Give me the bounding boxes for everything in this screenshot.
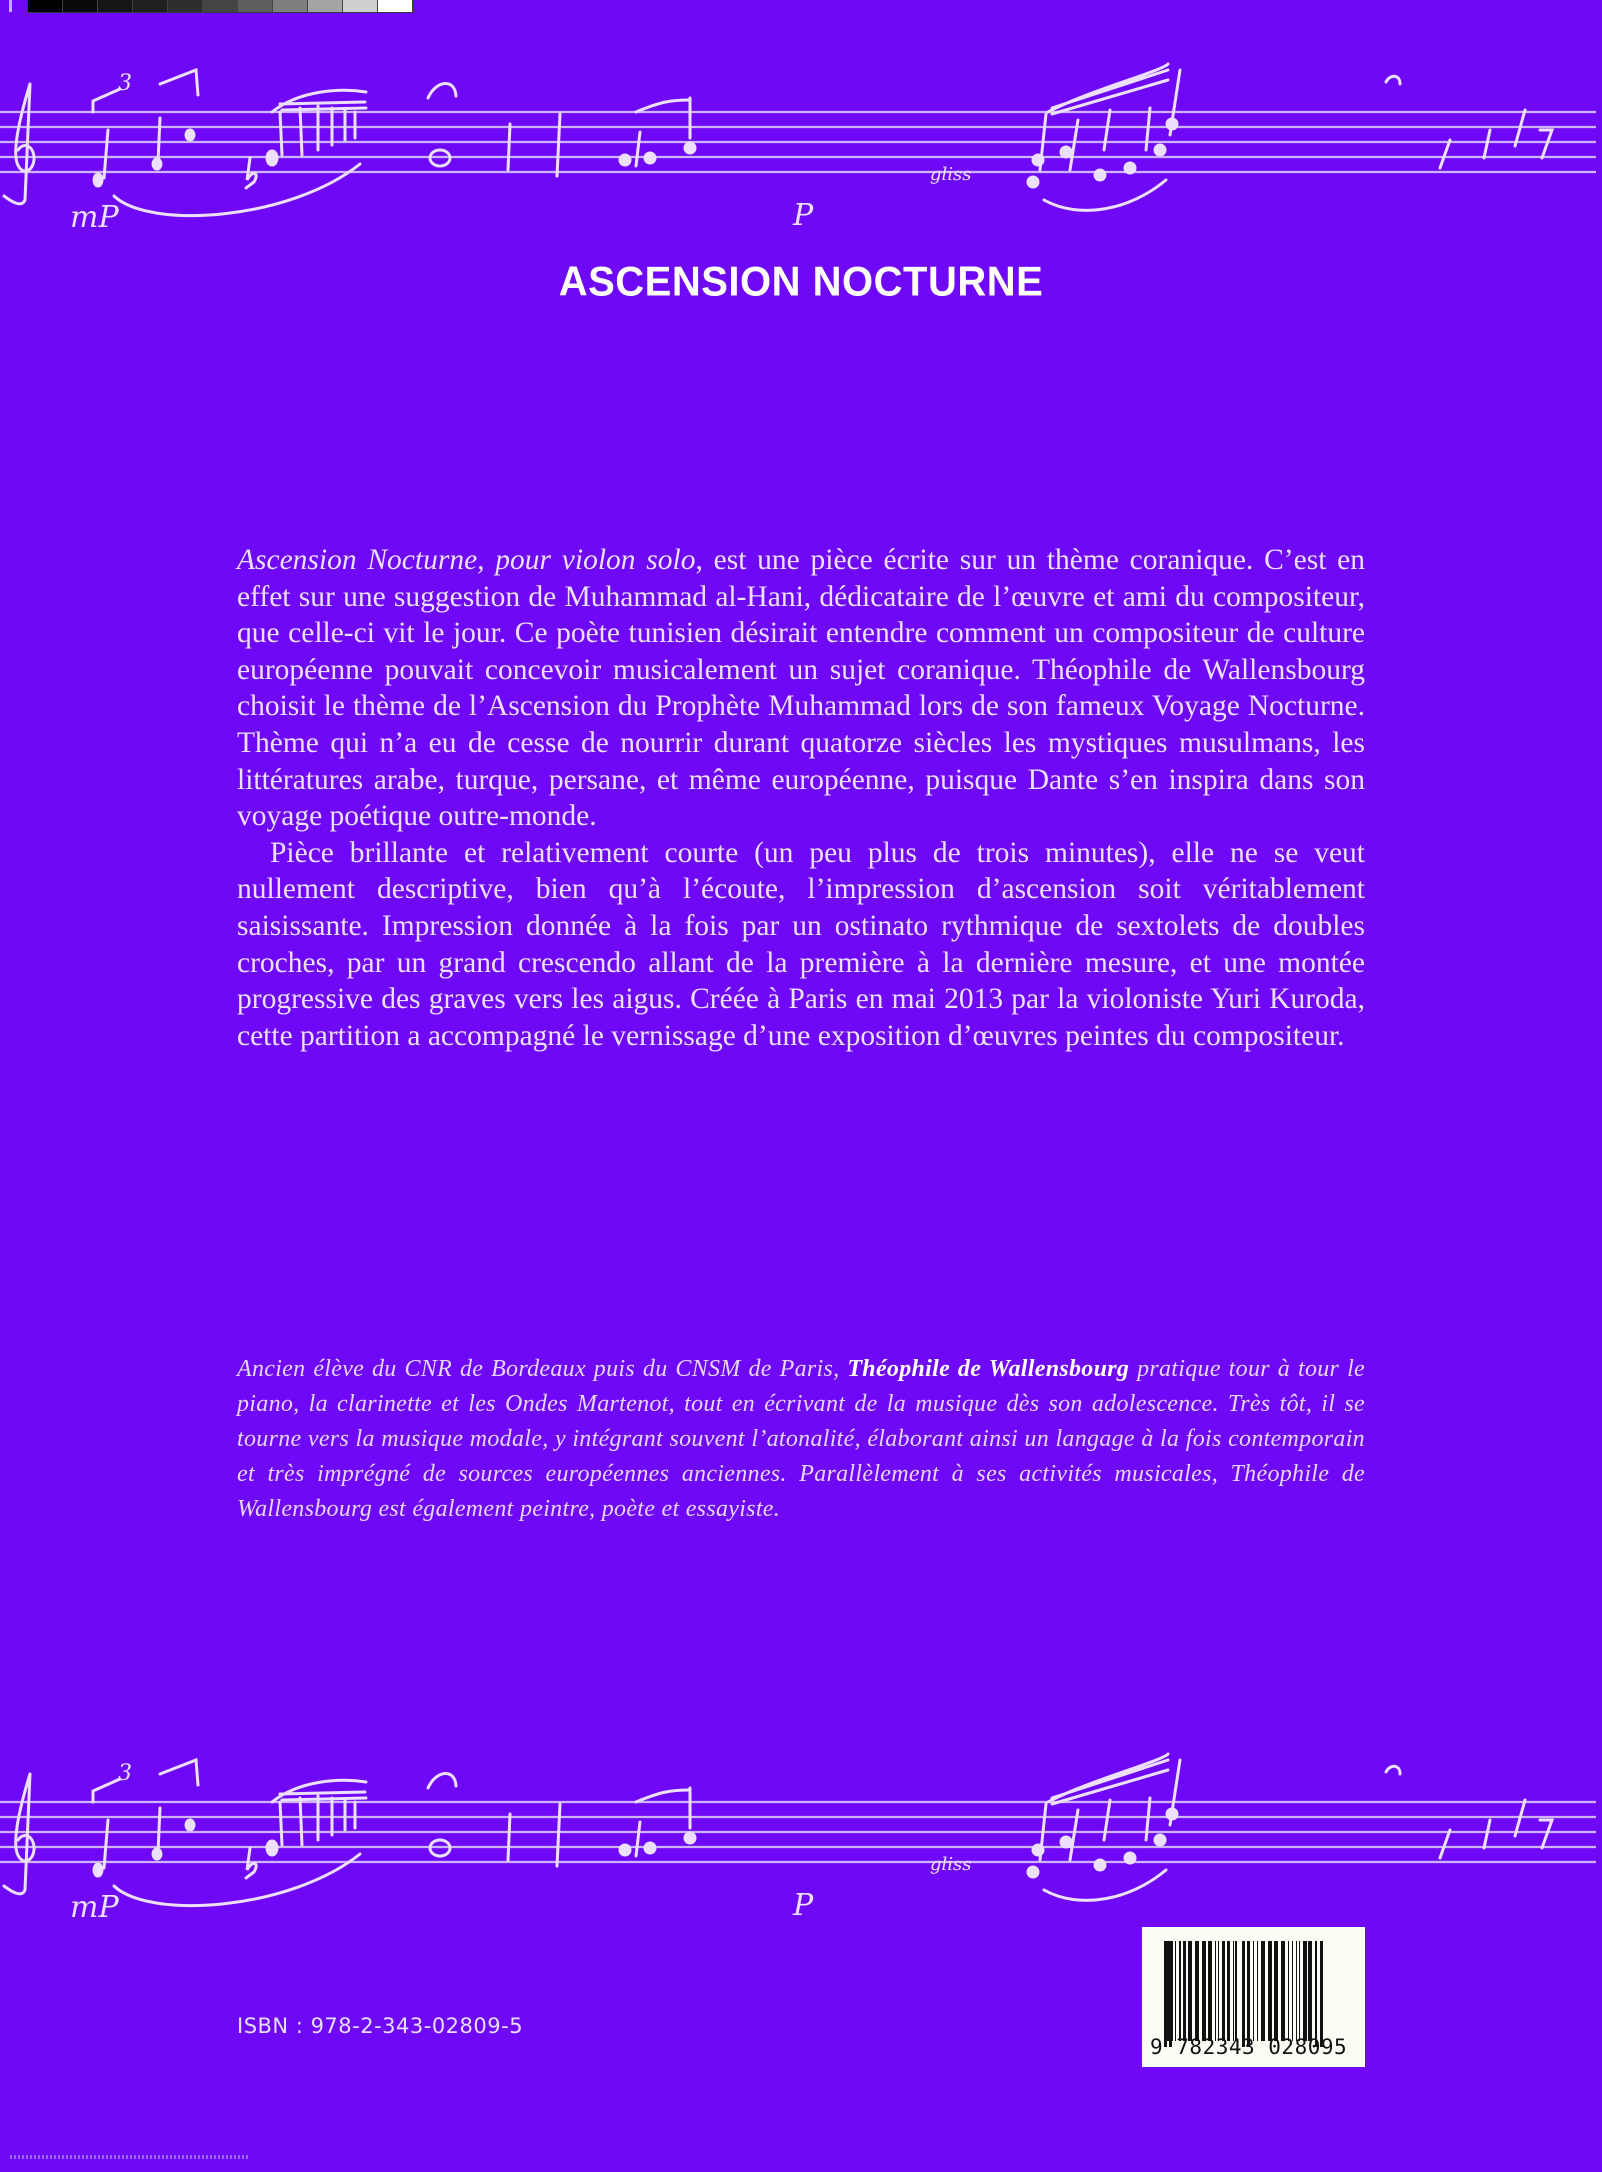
barcode-number: 9 782343 028095 — [1150, 2035, 1348, 2059]
svg-text:gliss: gliss — [930, 1854, 972, 1875]
svg-text:mP: mP — [70, 1890, 119, 1925]
music-staff-bottom — [0, 1730, 1602, 1930]
author-name: Théophile de Wallensbourg — [847, 1356, 1130, 1382]
description-paragraph-1: Ascension Nocturne, pour violon solo, est une pièce écrite sur un thème coranique. C’est en effet sur une suggestion de Muhammad al-Hani, dédicataire de l’œuvre et ami du compositeur, que celle-ci vit le jour. Ce poète tunisien désirait entendre comment un compositeur de culture européenne pouvait concevoir musicalement un sujet coranique. Théophile de Wallensbourg choisit le thème de l’Ascension du Prophète Muhammad lors de son fameux Voyage Nocturne. Thème qui n’a eu de cesse de nourrir durant quatorze siècles les mystiques musulmans, les littératures arabe, turque, persane, et même européenne, puisque Dante s’en inspira dans son voyage poétique outre-monde. — [237, 544, 1366, 833]
calibration-swatch — [168, 0, 203, 12]
calibration-swatch — [203, 0, 238, 12]
svg-text:P: P — [793, 198, 814, 233]
grayscale-calibration-strip — [27, 0, 414, 13]
barcode-bars-icon — [1164, 1941, 1354, 2046]
isbn-label: ISBN : 978-2-343-02809-5 — [237, 2014, 524, 2038]
work-title-italic: Ascension Nocturne, pour violon solo — [237, 544, 696, 576]
calibration-tick — [9, 0, 12, 12]
print-marks — [10, 2155, 250, 2159]
calibration-swatch — [238, 0, 273, 12]
book-title: ASCENSION NOCTURNE — [558, 258, 1044, 306]
calibration-swatch — [308, 0, 343, 12]
calibration-swatch — [343, 0, 378, 12]
calibration-swatch — [133, 0, 168, 12]
isbn-barcode — [1142, 1927, 1365, 2067]
svg-text:gliss: gliss — [930, 164, 972, 185]
calibration-swatch — [28, 0, 63, 12]
svg-text:mP: mP — [70, 200, 119, 235]
author-bio: Ancien élève du CNR de Bordeaux puis du CNSM de Paris, Théophile de Wallensbourg pratique tour à tour le piano, la clarinette et les Ondes Martenot, tout en écrivant de la musique dès son adolescence. Très tôt, il se tourne vers la musique modale, y intégrant souvent l’atonalité, élaborant ainsi un langage à la fois contemporain et très imprégné de sources européennes anciennes. Parallèlement à ses activités musicales, Théophile de Wallensbourg est également peintre, poète et essayiste. — [237, 1356, 1365, 1522]
music-staff-top — [0, 40, 1602, 240]
book-description — [237, 542, 1365, 1054]
handwritten-score-icon — [0, 40, 1602, 240]
svg-text:3: 3 — [118, 71, 132, 96]
handwritten-score-icon — [0, 1730, 1602, 1930]
svg-text:P: P — [793, 1888, 814, 1923]
calibration-swatch — [63, 0, 98, 12]
svg-text:3: 3 — [118, 1761, 132, 1786]
calibration-swatch — [98, 0, 133, 12]
calibration-swatch — [378, 0, 413, 12]
calibration-swatch — [273, 0, 308, 12]
description-paragraph-2: Pièce brillante et relativement courte (un peu plus de trois minutes), elle ne se veut nullement descriptive, bien qu’à l’écoute, l’impression d’ascension soit véritablement saisissante. Impression donnée à la fois par un ostinato rythmique de sextolets de doubles croches, par un grand crescendo allant de la première à la dernière mesure, et une montée progressive des graves vers les aigus. Créée à Paris en mai 2013 par la violoniste Yuri Kuroda, cette partition a accompagné le vernissage d’une exposition d’œuvres peintes du compositeur. — [237, 836, 1365, 1052]
